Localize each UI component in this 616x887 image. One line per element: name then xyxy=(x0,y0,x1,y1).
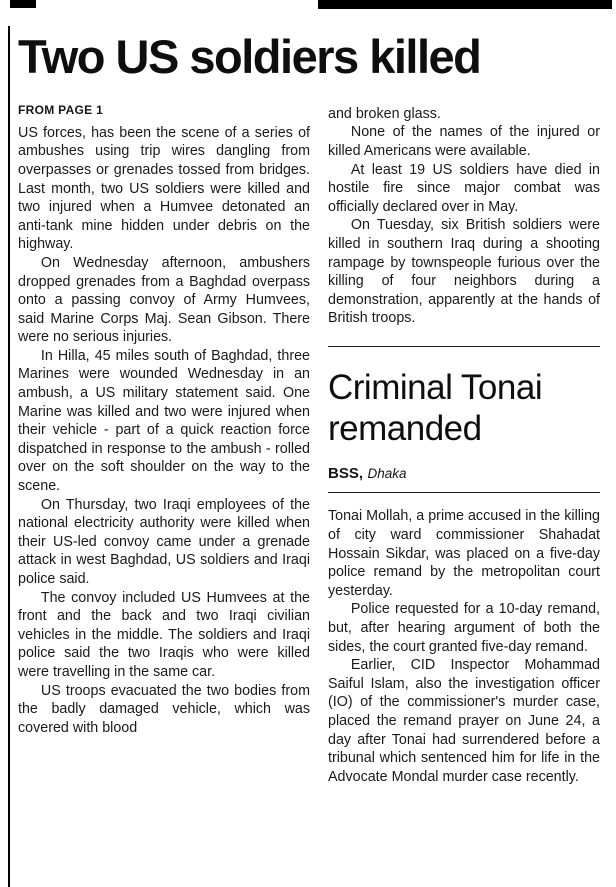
top-left-scan-mark xyxy=(10,0,36,8)
article1-paragraph: At least 19 US soldiers have died in hostile fire since major combat was officially declared over in May. xyxy=(328,161,600,215)
article1-paragraph: US troops evacuated the two bodies from the badly damaged vehicle, which was covered with blood xyxy=(18,682,310,736)
column-layout xyxy=(18,103,600,787)
article1-headline: Two US soldiers killed xyxy=(18,30,481,83)
article1-paragraph: and broken glass. xyxy=(328,105,441,122)
article2-byline xyxy=(328,465,600,483)
article1-paragraph: The convoy included US Humvees at the front and the back and two Iraqi civilian vehicles in the middle. The soldiers and Iraqi police said the two Iraqis who were killed were travelling in the same car. xyxy=(18,589,310,680)
article2-paragraph: Earlier, CID Inspector Mohammad Saiful Islam, also the investigation officer (IO) of the commissioner's murder case, placed the remand prayer on June 24, a day after Tonai had surrendered before a tribunal which sentenced him for life in the Advocate Mondal murder case recently. xyxy=(328,657,600,785)
byline-rule xyxy=(328,492,600,493)
article1-paragraph: On Tuesday, six British soldiers were killed in southern Iraq during a shooting rampage by townspeople furious over the killing of four neighbors during a demonstration, apparently at the hands of British troops. xyxy=(328,217,600,327)
article1-paragraph: On Wednesday afternoon, ambushers dropped grenades from a Baghdad overpass onto a passing convoy of Army Humvees, said Marine Corps Maj. Sean Gibson. There were no serious injuries. xyxy=(18,254,310,346)
left-edge-rule xyxy=(8,26,10,887)
article1-continuation xyxy=(328,105,600,328)
from-page-label: FROM PAGE 1 xyxy=(18,102,104,117)
article2-paragraph: Tonai Mollah, a prime accused in the killing of city ward commissioner Shahadat Hossain Sikdar, was placed on a five-day police remand by the metropolitan court yesterday. xyxy=(328,508,600,599)
article1-paragraph: None of the names of the injured or killed Americans were available. xyxy=(328,124,600,159)
byline-city: Dhaka xyxy=(367,466,407,482)
byline-agency: BSS, xyxy=(328,465,364,483)
page-content xyxy=(18,32,600,786)
article2-body xyxy=(328,507,600,786)
article2-paragraph: Police requested for a 10-day remand, but, after hearing argument of both the sides, the court granted five-day remand. xyxy=(328,601,600,655)
article1-paragraph: On Thursday, two Iraqi employees of the national electricity authority were killed when their US-led convoy came under a grenade attack in west Baghdad, US soldiers and Iraqi police said. xyxy=(18,496,310,587)
article1-paragraph: In Hilla, 45 miles south of Baghdad, three Marines were wounded Wednesday in an ambush, a US military statement said. One Marine was killed and two were injured when their vehicle - part of a quick reaction force dispatched in response to the ambush - rolled over on the soft shoulder on the way to the scene. xyxy=(18,347,310,495)
top-right-scan-bar xyxy=(318,0,612,9)
article-divider-rule xyxy=(328,346,600,347)
right-column xyxy=(328,103,600,787)
article1-left-column xyxy=(18,103,310,787)
article1-paragraph: US forces, has been the scene of a series of ambushes using trip wires dangling from overpasses or grenades tossed from bridges. Last month, two US soldiers were killed and two injured when a Humvee detonated an anti-tank mine hidden under debris on the highway. xyxy=(18,124,310,253)
article2-headline: Criminal Tonai remanded xyxy=(328,367,543,449)
